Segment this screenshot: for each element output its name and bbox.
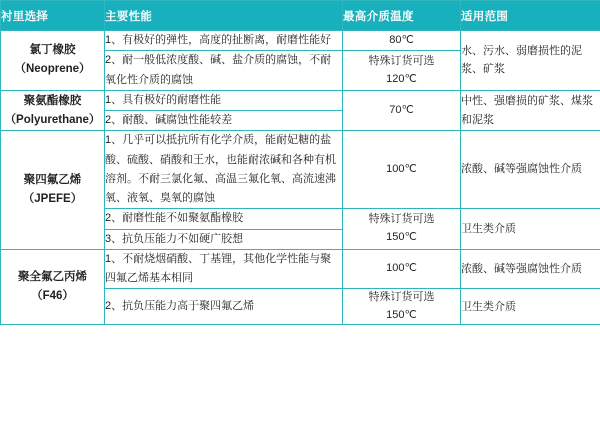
- cell-feature: 1、不耐烧烟硝酸、丁基锂，其他化学性能与聚四氟乙烯基本相同: [105, 249, 343, 289]
- table-row: [1, 31, 600, 51]
- cell-feature: 1、几乎可以抵抗所有化学介质，能耐妃糖的盐酸、硫酸、硝酸和王水，也能耐浓碱和各种有机溶剂。不耐三氯化氟、高温三氟化氧、高流速沸氧、液氧、臭氧的腐蚀: [105, 131, 343, 209]
- cell-temperature: [343, 209, 461, 250]
- cell-feature: 1、有极好的弹性，高度的扯断离，耐磨性能好: [105, 31, 343, 51]
- cell-temperature: [343, 51, 461, 91]
- table-row: [1, 249, 600, 289]
- cell-feature: 3、抗负压能力不如硬广胶想: [105, 229, 343, 249]
- material-name-cn: 氯丁橡胶: [29, 44, 76, 57]
- material-name-cn: 聚全氟乙丙烯: [18, 271, 87, 284]
- cell-temperature: 100℃: [343, 249, 461, 289]
- cell-material-f46: [1, 249, 105, 325]
- cell-material-polyurethane: [1, 90, 105, 131]
- material-name-cn: 聚四氟乙烯: [23, 174, 82, 187]
- header-row: [1, 1, 600, 31]
- column-header-scope: 适用范围: [461, 1, 600, 31]
- cell-scope: 浓酸、碱等强腐蚀性介质: [461, 249, 600, 289]
- table-header: [1, 1, 600, 31]
- temperature-value: 120℃: [386, 72, 417, 85]
- cell-feature: 2、耐磨性能不如聚氨酯橡胶: [105, 209, 343, 229]
- column-header-performance: 主要性能: [105, 1, 343, 31]
- material-name-en: （Polyurethane）: [4, 113, 101, 126]
- cell-feature: 2、耐一般低浓度酸、碱、盐介质的腐蚀，不耐氧化性介质的腐蚀: [105, 51, 343, 91]
- cell-scope: 浓酸、碱等强腐蚀性介质: [461, 131, 600, 209]
- cell-material-neoprene: [1, 31, 105, 91]
- material-name-en: （F46）: [31, 290, 74, 303]
- cell-feature: 2、抗负压能力高于聚四氟乙烯: [105, 289, 343, 325]
- temperature-value: 150℃: [386, 231, 417, 243]
- cell-temperature: 80℃: [343, 31, 461, 51]
- cell-temperature: [343, 289, 461, 325]
- temperature-note: 特殊订货可选: [368, 54, 435, 67]
- cell-scope: 卫生类介质: [461, 209, 600, 250]
- material-name-en: （Neoprene）: [14, 63, 91, 76]
- material-name-en: （JPEFE）: [22, 193, 83, 205]
- temperature-note: 特殊订货可选: [368, 213, 435, 226]
- table-row: [1, 90, 600, 110]
- cell-feature: 1、具有极好的耐磨性能: [105, 90, 343, 110]
- cell-scope: 卫生类介质: [461, 289, 600, 325]
- material-name-cn: 聚氨酯橡胶: [23, 94, 82, 107]
- column-header-lining: 衬里选择: [1, 1, 105, 31]
- cell-temperature: 100℃: [343, 131, 461, 209]
- table-body: [1, 31, 600, 325]
- temperature-value: 150℃: [386, 308, 417, 321]
- column-header-max-temperature: 最高介质温度: [343, 1, 461, 31]
- cell-feature: 2、耐酸、碱腐蚀性能较差: [105, 111, 343, 131]
- cell-scope: 中性、强磨损的矿浆、煤浆和泥浆: [461, 90, 600, 131]
- temperature-note: 特殊订货可选: [368, 291, 435, 304]
- cell-scope: 水、污水、弱磨损性的泥浆、矿浆: [461, 31, 600, 91]
- table-row: [1, 131, 600, 209]
- cell-material-jpefe: [1, 131, 105, 250]
- cell-temperature: 70℃: [343, 90, 461, 131]
